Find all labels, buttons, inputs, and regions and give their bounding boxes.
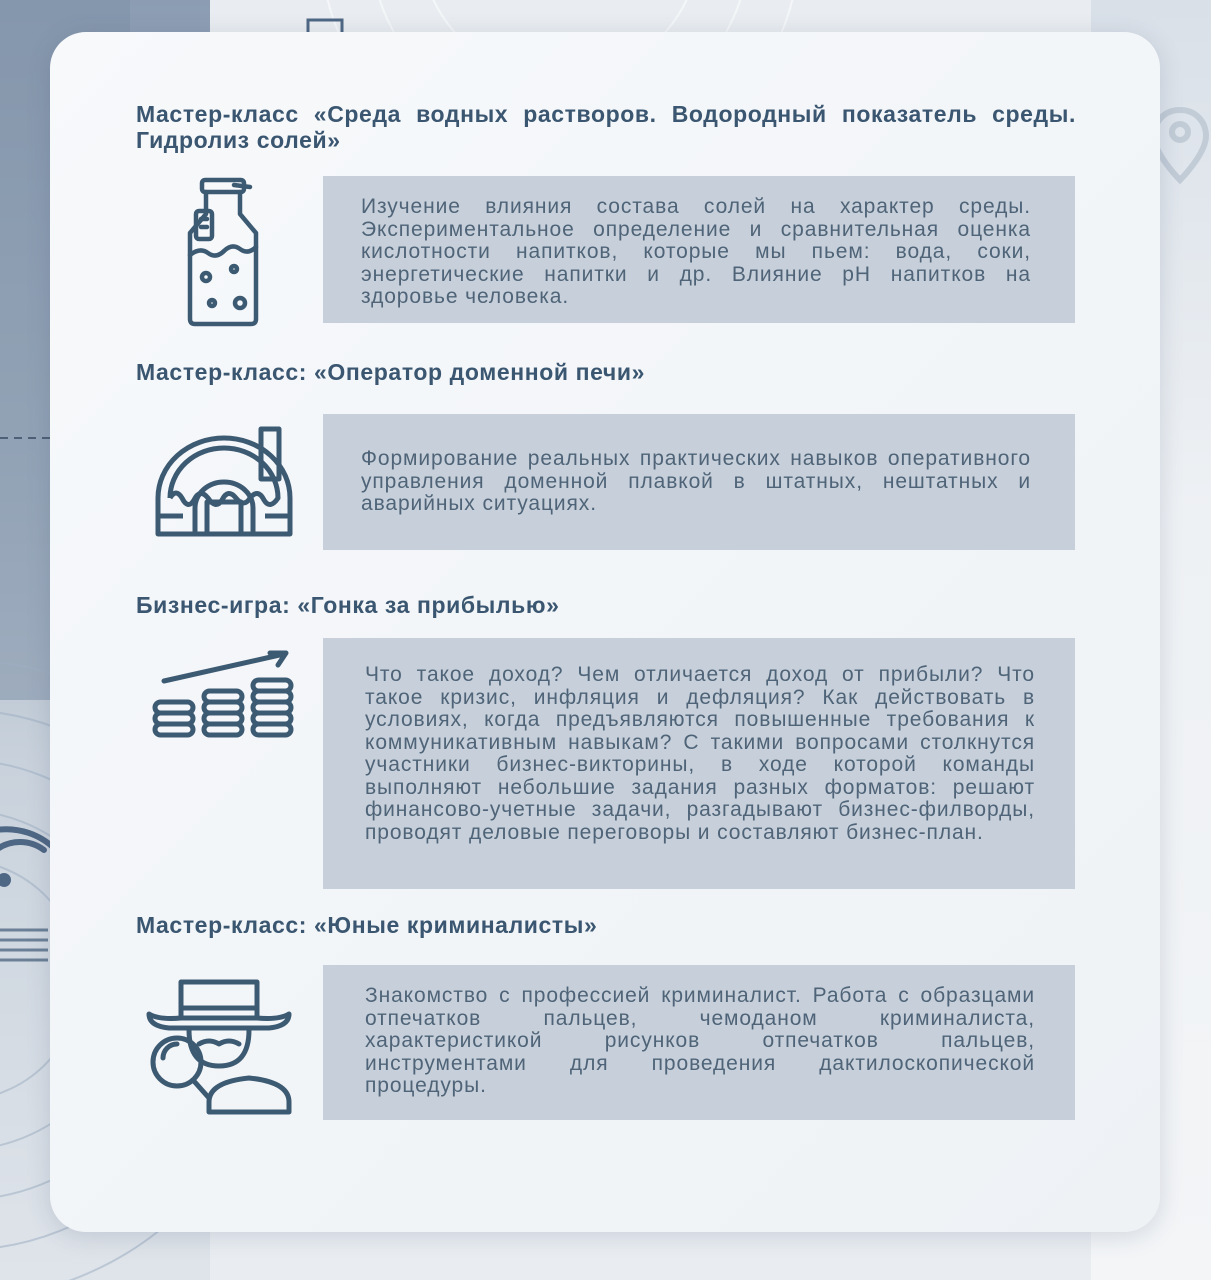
info-box-young-criminalists bbox=[323, 965, 1075, 1120]
section-description: Изучение влияния состава солей на характер среды. Экспериментальное определение и сравнительная оценка кислотности напитков, которые мы пьем: вода, соки, энергетические напитки и др. Влияние рН напитков на здоровье человека. bbox=[361, 195, 1031, 308]
section-title-blast-furnace: Мастер-класс: «Оператор доменной печи» bbox=[136, 359, 645, 385]
detective-icon bbox=[143, 978, 295, 1116]
section-title-profit-race: Бизнес-игра: «Гонка за прибылью» bbox=[136, 592, 560, 618]
section-description: Что такое доход? Чем отличается доход от прибыли? Что такое кризис, инфляция и дефляция? Как действовать в условиях, когда предъявляются повышенные требования к коммуникативным навыкам? С такими вопросами столкнутся участники бизнес-викторины, в ходе которой команды выполняют небольшие задания разных форматов: решают финансово-учетные задачи, разгадывают бизнес-филворды, проводят деловые переговоры и составляют бизнес-план. bbox=[365, 663, 1035, 844]
bottle-icon bbox=[182, 177, 264, 327]
info-box-hydrolysis bbox=[323, 176, 1075, 323]
section-description: Знакомство с профессией криминалист. Работа с образцами отпечатков пальцев, чемоданом криминалиста, характеристикой рисунков отпечатков пальцев, инструментами для проведения дактилоскопической процедуры. bbox=[365, 984, 1035, 1097]
info-box-profit-race bbox=[323, 638, 1075, 889]
section-description: Формирование реальных практических навыков оперативного управления доменной плавкой в штатных, нештатных и аварийных ситуациях. bbox=[361, 447, 1031, 515]
section-title-hydrolysis: Мастер-класс «Среда водных растворов. Водородный показатель среды. Гидролиз солей» bbox=[136, 101, 1076, 153]
coins-growth-icon bbox=[152, 649, 297, 739]
info-box-blast-furnace bbox=[323, 414, 1075, 550]
blast-furnace-icon bbox=[155, 426, 293, 538]
section-title-young-criminalists: Мастер-класс: «Юные криминалисты» bbox=[136, 912, 598, 938]
